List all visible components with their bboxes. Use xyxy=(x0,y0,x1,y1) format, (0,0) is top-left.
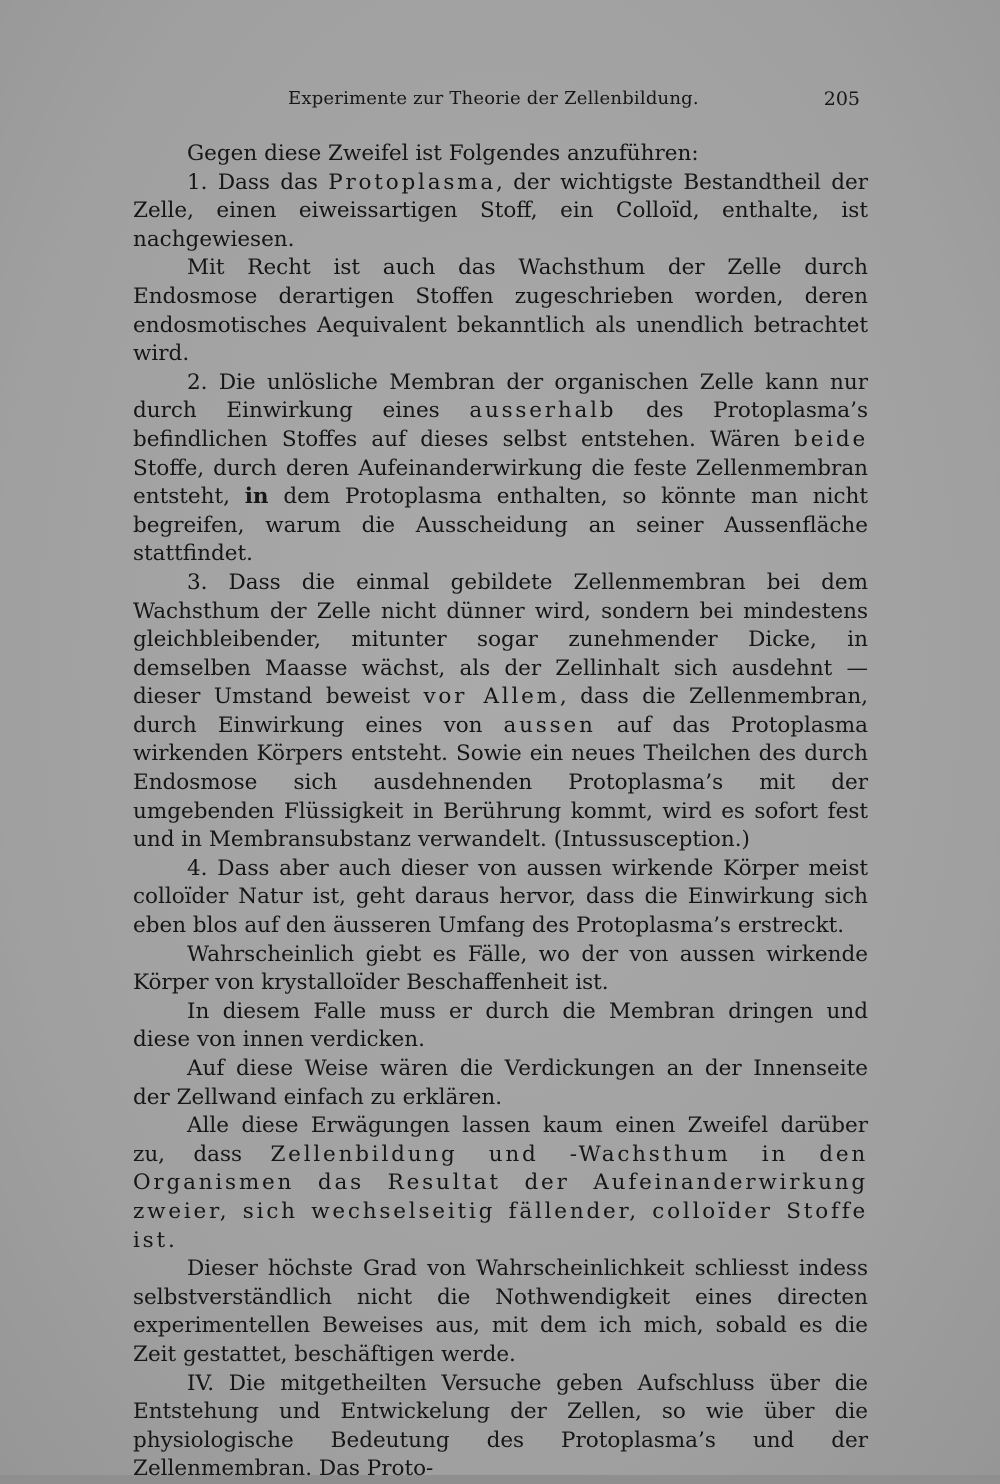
paragraph-text: 4. Dass aber auch dieser von aussen wirkende Körper meist colloïder Natur ist, geht daraus hervor, dass die Einwirkung sich eben blos auf den äusseren Umfang des Protoplasma’s erstreckt. xyxy=(133,855,868,939)
spaced-emphasis: vor Allem xyxy=(423,684,560,710)
paragraph-point-3 xyxy=(133,569,868,855)
bold-emphasis: in xyxy=(244,484,269,510)
paragraph-text: dem Protoplasma enthalten, so könnte man nicht begreifen, warum die Ausscheidung an seiner Aussenfläche stattfindet. xyxy=(133,484,868,567)
paragraph-text: , der wichtigste Bestandtheil der Zelle, einen eiweissartigen Stoff, ein Colloïd, enthalte, ist nachgewiesen. xyxy=(133,169,868,252)
paragraph-text: Stoffe, durch deren Aufeinanderwirkung die feste Zellenmembran entsteht, xyxy=(133,455,868,510)
spaced-emphasis: ausserhalb xyxy=(469,398,617,424)
paragraph-text: Mit Recht ist auch das Wachsthum der Zelle durch Endosmose derartigen Stoffen zugeschrieben worden, deren endosmotisches Aequivalent bekanntlich als unendlich betrachtet wird. xyxy=(133,255,868,367)
body-text xyxy=(133,140,868,1484)
paragraph-thickening xyxy=(133,1055,868,1112)
page-header xyxy=(288,88,868,118)
paragraph-text: 3. Dass die einmal gebildete Zellenmembran bei dem Wachsthum der Zelle nicht dünner wird, sondern bei mindestens gleichbleibender, mitunter sogar zunehmender Dicke, in demselben Maasse wächst, als der Zellinhalt sich ausdehnt — dieser Umstand beweist xyxy=(133,569,868,710)
spaced-emphasis: Zellenbildung und -Wachsthum in den Organismen das Resultat der Aufeinanderwirkung zweier, sich wechselseitig fällender, colloïder Stoffe ist xyxy=(133,1141,868,1253)
paragraph-section-iv xyxy=(133,1370,868,1484)
paragraph-text: Dieser höchste Grad von Wahrscheinlichkeit schliesst indess selbstverständlich nicht die Nothwendigkeit eines directen experimentellen Beweises aus, mit dem ich mich, sobald es die Zeit gestattet, beschäftigen werde. xyxy=(133,1256,868,1367)
paragraph-point-1 xyxy=(133,169,868,255)
spaced-emphasis: aussen xyxy=(503,712,596,738)
paragraph-text: In diesem Falle muss er durch die Membran dringen und diese von innen verdicken. xyxy=(133,998,868,1053)
spaced-emphasis: Protoplasma xyxy=(328,169,496,195)
paragraph-text: Gegen diese Zweifel ist Folgendes anzuführen: xyxy=(187,141,699,166)
paragraph-text: IV. Die mitgetheilten Versuche geben Aufschluss über die Entstehung und Entwickelung der Zellen, so wie über die physiologische Bedeutung des Protoplasma’s und der Zellenmembran. Das Proto- xyxy=(133,1370,868,1482)
running-title: Experimente zur Theorie der Zellenbildung. xyxy=(288,88,699,109)
paragraph-point-4 xyxy=(133,855,868,941)
paragraph-text: Alle diese Erwägungen lassen kaum einen Zweifel darüber zu, dass xyxy=(133,1113,868,1167)
paragraph-probability xyxy=(133,1255,868,1369)
paragraph-text: . xyxy=(167,1227,175,1253)
paragraph-text: 1. Dass das xyxy=(187,169,329,195)
paragraph-crystalloid xyxy=(133,941,868,998)
paragraph-conclusion xyxy=(133,1112,868,1255)
page-number: 205 xyxy=(823,88,860,110)
paragraph-case xyxy=(133,998,868,1055)
paragraph-text: , dass die Zellenmembran, durch Einwirkung eines von xyxy=(133,684,868,738)
paragraph-text: des Protoplasma’s befindlichen Stoffes auf dieses selbst entstehen. Wären xyxy=(133,398,868,452)
paragraph-text: 2. Die unlösliche Membran der organischen Zelle kann nur durch Einwirkung eines xyxy=(133,369,868,424)
paragraph-text: Auf diese Weise wären die Verdickungen an der Innenseite der Zellwand einfach zu erklären. xyxy=(133,1056,868,1110)
paragraph-text: Wahrscheinlich giebt es Fälle, wo der von aussen wirkende Körper von krystalloïder Beschaffenheit ist. xyxy=(133,941,868,996)
spaced-emphasis: beide xyxy=(794,426,868,452)
paragraph-intro xyxy=(133,140,868,169)
paragraph-growth xyxy=(133,254,868,368)
paragraph-point-2 xyxy=(133,369,868,569)
paragraph-text: auf das Protoplasma wirkenden Körpers entsteht. Sowie ein neues Theilchen des durch Endosmose sich ausdehnenden Protoplasma’s mit der umgebenden Flüssigkeit in Berührung kommt, wird es sofort fest und in Membransubstanz verwandelt. (Intussusception.) xyxy=(133,712,868,853)
